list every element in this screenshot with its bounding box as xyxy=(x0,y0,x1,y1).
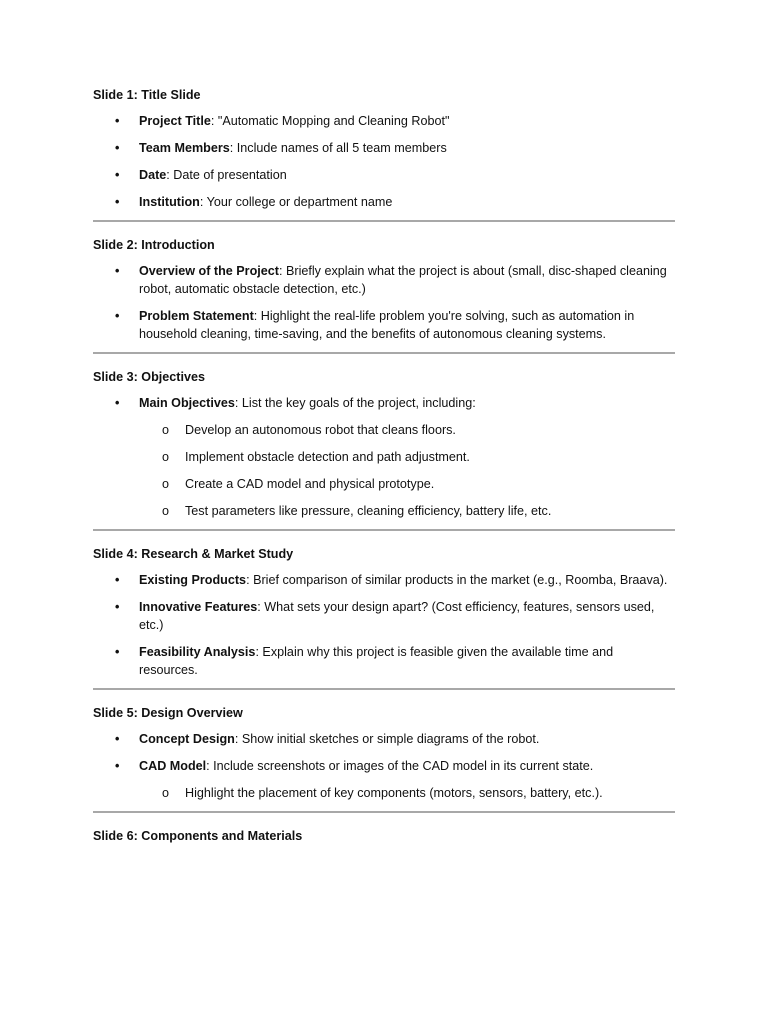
bullet-text: : Show initial sketches or simple diagrams of the robot. xyxy=(234,732,540,746)
section-divider xyxy=(93,220,675,222)
bullet-list xyxy=(93,571,675,679)
sub-bullet-item: o Implement obstacle detection and path adjustment. xyxy=(139,448,675,466)
bullet-text: : What sets your design apart? (Cost efficiency, features, sensors used, etc.) xyxy=(139,600,655,632)
bullet-item xyxy=(93,730,675,748)
slide-section xyxy=(93,827,675,845)
sub-bullet-item: o Test parameters like pressure, cleaning efficiency, battery life, etc. xyxy=(139,502,675,520)
bullet-list xyxy=(93,112,675,211)
document-page xyxy=(93,86,675,845)
bullet-lead: Institution xyxy=(139,195,200,209)
bullet-text: : Your college or department name xyxy=(199,195,393,209)
section-title: Slide 2: Introduction xyxy=(93,238,215,252)
bullet-text: : List the key goals of the project, including: xyxy=(234,396,476,410)
section-title: Slide 4: Research & Market Study xyxy=(93,547,294,561)
bullet-item xyxy=(93,394,675,520)
bullet-text: : Brief comparison of similar products in the market (e.g., Roomba, Braava). xyxy=(246,573,668,587)
bullet-item xyxy=(93,193,675,211)
bullet-lead: Main Objectives xyxy=(139,396,235,410)
bullet-lead: Innovative Features xyxy=(139,600,258,614)
bullet-lead: Overview of the Project xyxy=(139,264,279,278)
bullet-lead: Existing Products xyxy=(139,573,247,587)
section-title: Slide 1: Title Slide xyxy=(93,88,201,102)
section-title: Slide 5: Design Overview xyxy=(93,706,243,720)
bullet-text: : Explain why this project is feasible given the available time and resources. xyxy=(139,645,614,677)
bullet-lead: Concept Design xyxy=(139,732,235,746)
sub-bullet-list xyxy=(139,784,675,802)
bullet-list xyxy=(93,262,675,343)
section-divider xyxy=(93,352,675,354)
bullet-item xyxy=(93,598,675,634)
sub-bullet-list xyxy=(139,421,675,520)
slide-section xyxy=(93,368,675,531)
section-title: Slide 3: Objectives xyxy=(93,370,205,384)
section-divider xyxy=(93,811,675,813)
slide-section xyxy=(93,704,675,813)
bullet-item xyxy=(93,643,675,679)
sub-bullet-item: o Highlight the placement of key components (motors, sensors, battery, etc.). xyxy=(139,784,675,802)
bullet-item xyxy=(93,112,675,130)
bullet-lead: CAD Model xyxy=(139,759,207,773)
bullet-text: : Briefly explain what the project is about (small, disc-shaped cleaning robot, automatic obstacle detection, etc.) xyxy=(139,264,667,296)
slide-section xyxy=(93,545,675,690)
bullet-lead: Problem Statement xyxy=(139,309,254,323)
bullet-lead: Feasibility Analysis xyxy=(139,645,256,659)
bullet-lead: Project Title xyxy=(139,114,211,128)
bullet-item xyxy=(93,757,675,802)
bullet-text: : Highlight the real-life problem you're solving, such as automation in household cleaning, time-saving, and the benefits of autonomous cleaning systems. xyxy=(139,309,635,341)
bullet-text: : "Automatic Mopping and Cleaning Robot" xyxy=(210,114,450,128)
bullet-text: : Date of presentation xyxy=(166,168,287,182)
bullet-item xyxy=(93,139,675,157)
bullet-list xyxy=(93,730,675,802)
section-divider xyxy=(93,529,675,531)
sections-container xyxy=(93,86,675,845)
bullet-lead: Date xyxy=(139,168,167,182)
bullet-item xyxy=(93,166,675,184)
section-divider xyxy=(93,688,675,690)
slide-section xyxy=(93,236,675,354)
bullet-item xyxy=(93,571,675,589)
bullet-text: : Include names of all 5 team members xyxy=(229,141,447,155)
sub-bullet-item: o Develop an autonomous robot that cleans floors. xyxy=(139,421,675,439)
bullet-text: : Include screenshots or images of the CAD model in its current state. xyxy=(206,759,594,773)
bullet-lead: Team Members xyxy=(139,141,230,155)
section-title: Slide 6: Components and Materials xyxy=(93,829,303,843)
bullet-list xyxy=(93,394,675,520)
sub-bullet-item: o Create a CAD model and physical prototype. xyxy=(139,475,675,493)
bullet-item xyxy=(93,307,675,343)
slide-section xyxy=(93,86,675,222)
bullet-item xyxy=(93,262,675,298)
